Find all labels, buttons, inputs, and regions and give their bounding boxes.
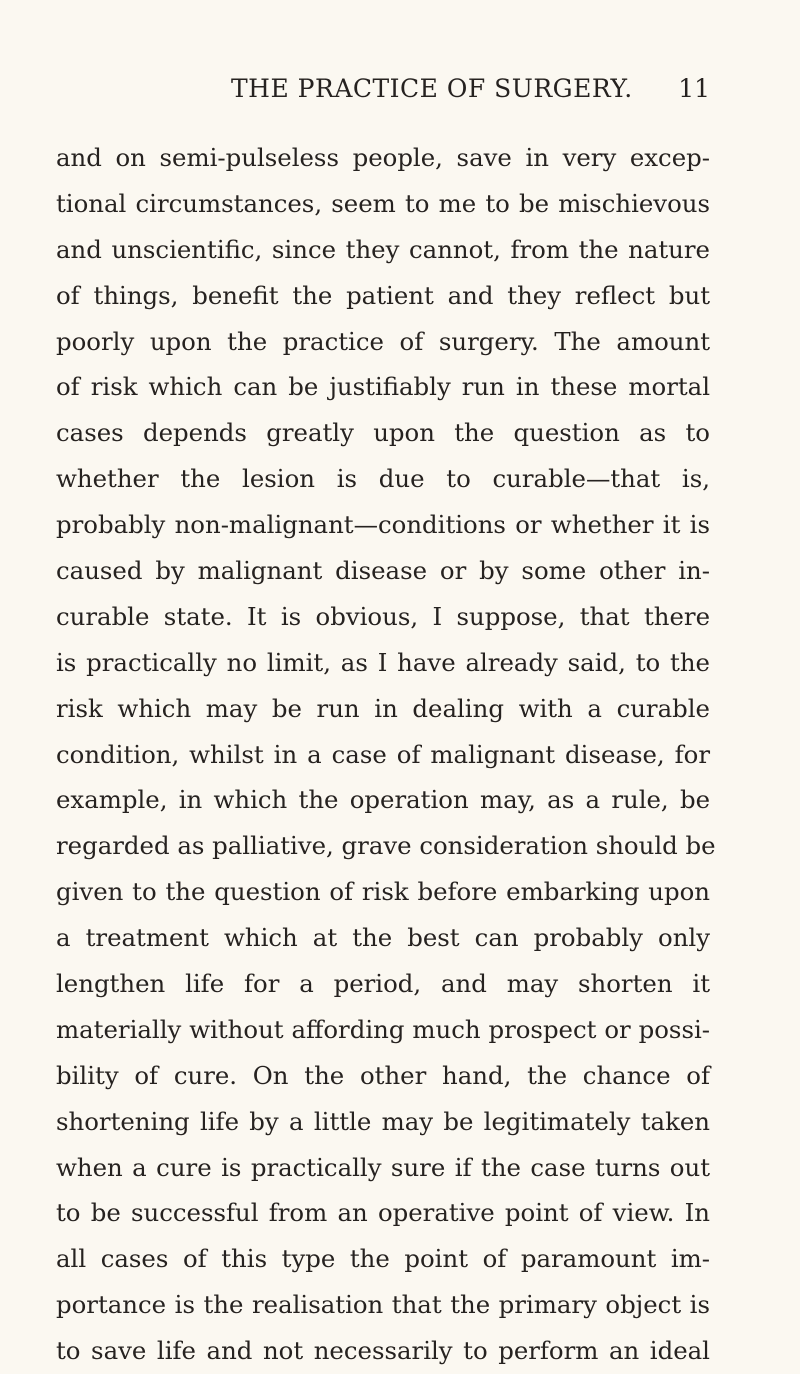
text-line: caused by malignant disease or by some other in- xyxy=(56,556,710,586)
running-title: THE PRACTICE OF SURGERY. xyxy=(231,74,633,103)
text-line: risk which may be run in dealing with a curable xyxy=(56,693,710,723)
text-line: to be successful from an operative point of view. In xyxy=(56,1198,710,1228)
text-line: example, in which the operation may, as a rule, be xyxy=(56,785,710,815)
text-line: of risk which can be justifiably run in these mortal xyxy=(56,372,710,402)
text-line: probably non-malignant—conditions or whether it is xyxy=(56,510,710,540)
text-line: given to the question of risk before embarking upon xyxy=(56,877,710,907)
text-line: poorly upon the practice of surgery. The amount xyxy=(56,326,710,356)
text-line: bility of cure. On the other hand, the chance of xyxy=(56,1060,710,1090)
text-line: and unscientific, since they cannot, from the nature xyxy=(56,234,710,264)
text-line: lengthen life for a period, and may shorten it xyxy=(56,969,710,999)
text-line: to save life and not necessarily to perform an ideal xyxy=(56,1336,710,1366)
text-line: shortening life by a little may be legitimately taken xyxy=(56,1106,710,1136)
text-line: whether the lesion is due to curable—that is, xyxy=(56,464,710,494)
text-line: materially without affording much prospect or possi- xyxy=(56,1014,710,1044)
text-line: curable state. It is obvious, I suppose, that there xyxy=(56,601,710,631)
text-line: regarded as palliative, grave consideration should be xyxy=(56,831,716,861)
text-line: is practically no limit, as I have already said, to the xyxy=(56,647,710,677)
text-line: portance is the realisation that the primary object is xyxy=(56,1290,710,1320)
text-line: all cases of this type the point of paramount im- xyxy=(56,1244,710,1274)
text-line: of things, benefit the patient and they reflect but xyxy=(56,280,710,310)
body-text xyxy=(56,135,716,1374)
text-line: condition, whilst in a case of malignant disease, for xyxy=(56,739,710,769)
page-number: 11 xyxy=(678,74,710,103)
text-line: and on semi-pulseless people, save in very excep- xyxy=(56,143,710,172)
text-line: a treatment which at the best can probably only xyxy=(56,923,710,953)
text-line: tional circumstances, seem to me to be mischievous xyxy=(56,188,710,218)
text-line: cases depends greatly upon the question as to xyxy=(56,418,710,448)
running-head xyxy=(56,74,710,114)
text-line: when a cure is practically sure if the case turns out xyxy=(56,1152,710,1182)
